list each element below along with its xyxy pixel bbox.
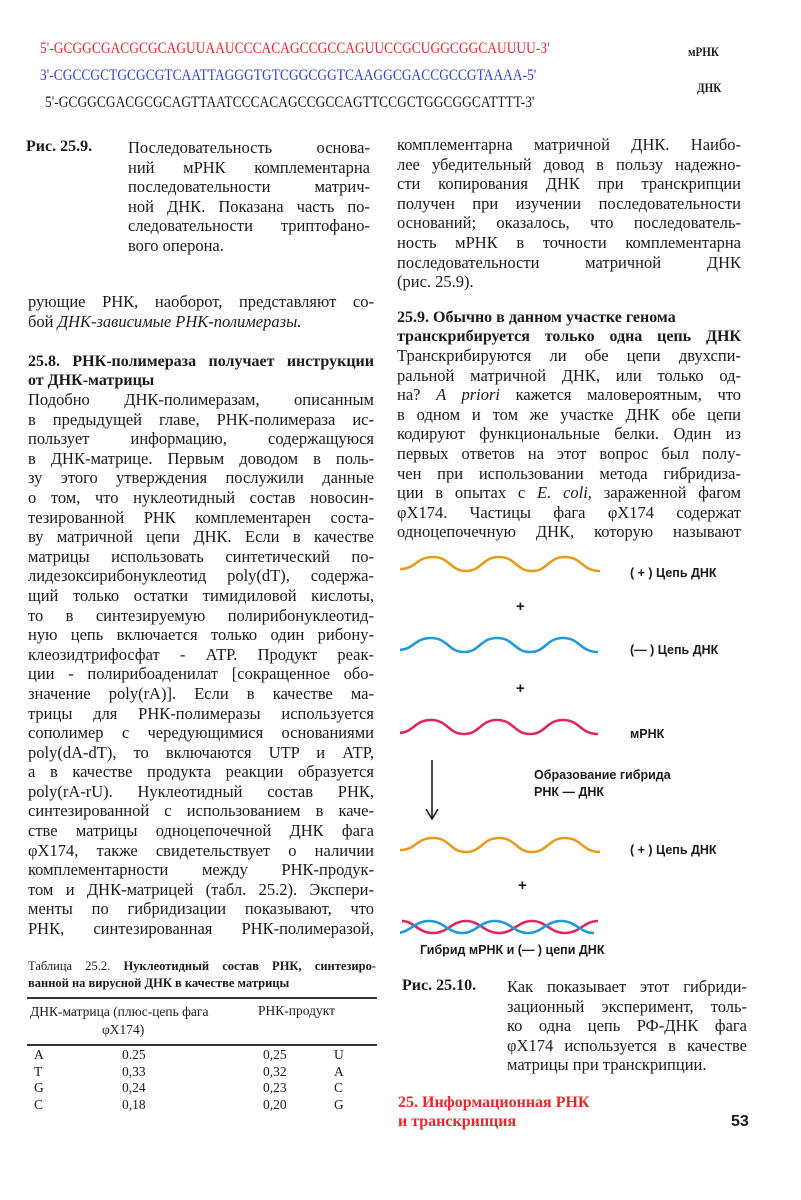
right-top-paragraph: комплементарна матричной ДНК. Наибо- лее убедительный довод в пользу надежно- сти копирования ДНК при транскрипции получен при изучении последовательности оснований; оказалось, что последователь- ность мРНК в точности комплементарна последовательности матричной ДНК (рис. 25.9).	[397, 135, 741, 292]
text-line: рующие РНК, наоборот, представляют со-	[28, 292, 374, 311]
plus-strand-label-2: ( + ) Цепь ДНК	[630, 843, 717, 857]
section-25-9-body: Транскрибируются ли обе цепи двухспи- ральной матричной ДНК, или только од- на? A priori кажется маловероятным, что в одном и том же участке ДНК обе цепи кодируют функциональные белки. Один из первых ответов на этот вопрос был полу- чен при использовании метода гибридиза- ции в опытах с E. coli, зараженной фагом φX174. Частицы фага φX174 содержат одноцепочечную ДНК, которую называют	[397, 346, 741, 542]
italic-term: E. coli,	[537, 483, 592, 503]
text-line: ву матричной цепи ДНК. Если в качестве	[28, 527, 374, 547]
text-line: ную цепь включается только один рибону-	[28, 625, 374, 645]
figure-25-10-label: Рис. 25.10.	[402, 977, 477, 994]
table-cell-dna-base: T	[34, 1063, 43, 1079]
table-cell-dna-base: C	[34, 1096, 44, 1112]
text-line: лидезоксирибонуклеотид poly(dT), содержа-	[28, 566, 374, 586]
table-cell-rna-base: A	[334, 1063, 344, 1079]
table-cell-dna-value: 0,33	[122, 1063, 146, 1079]
text-line: тезированной РНК комплементарен соста-	[28, 507, 374, 527]
table-cell-dna-base: G	[34, 1080, 44, 1095]
running-footer-chapter: 25. Информационная РНК и транскрипция	[398, 1094, 590, 1130]
hybrid-dna-wave	[400, 921, 594, 933]
mrna-wave	[400, 720, 598, 734]
column-header-dna-template: ДНК-матрица (плюс-цепь фага	[30, 1004, 209, 1019]
caption-line: матрицы при транскрипции.	[507, 1055, 707, 1074]
plus-strand-wave	[400, 557, 600, 571]
table-cell-rna-base: G	[334, 1096, 344, 1112]
text-line: пользует информацию, содержащуюся	[28, 429, 374, 449]
dna-coding-sequence: 5'-GCGGCGACGCGCAGTTAATCCCACAGCCGCCAGTTCCGCTGGCGGCATTTT-3'	[45, 94, 535, 111]
text-line: комплементарности между РНК-продук-	[28, 860, 374, 880]
section-25-8-heading: 25.8. РНК-полимераза получает инструкции от ДНК-матрицы	[28, 353, 374, 389]
caption-line: последовательности матрич-	[128, 177, 370, 196]
column-header-dna-template-cont: φX174)	[102, 1022, 145, 1037]
caption-line: Как показывает этот гибриди-	[507, 977, 747, 996]
caption-line: зационный эксперимент, толь-	[507, 996, 747, 1016]
text-line: φX174, также свидетельствует о наличии	[28, 840, 374, 860]
dna-label: ДНК	[697, 80, 722, 95]
text-line: трицы для РНК-полимеразы используется	[28, 703, 374, 723]
caption-line: ко одна цепь РФ-ДНК фага	[507, 1016, 747, 1035]
table-header	[30, 1003, 208, 1039]
hybridization-diagram	[400, 555, 660, 945]
text-line: poly(rA-rU). Нуклеотидный состав РНК,	[28, 781, 374, 801]
table-cell-rna-base: U	[334, 1047, 344, 1062]
hybrid-formation-label: Образование гибрида РНК — ДНК	[534, 768, 671, 799]
figure-25-9-caption	[128, 138, 370, 255]
table-cell-dna-value: 0.25	[122, 1047, 146, 1062]
table-cell-rna-base: C	[334, 1080, 344, 1095]
figure-25-9-label: Рис. 25.9.	[26, 138, 93, 155]
table-cell-rna-value: 0,23	[263, 1080, 287, 1095]
text-line: то в синтезируемую полирибонуклеотид-	[28, 605, 374, 625]
minus-strand-label: (— ) Цепь ДНК	[630, 643, 719, 657]
text-line: Подобно ДНК-полимеразам, описанным	[28, 390, 374, 409]
text-line: значение poly(rA)]. Если в качестве ма-	[28, 683, 374, 703]
section-25-8-body	[28, 390, 374, 939]
caption-line: ной ДНК. Показана часть по-	[128, 196, 370, 216]
italic-term: A priori	[436, 385, 500, 405]
table-cell-rna-value: 0,20	[263, 1096, 287, 1112]
table-cell-rna-value: 0,25	[263, 1047, 287, 1062]
table-top-rule	[27, 997, 377, 999]
text-line: бой ДНК-зависимые РНК-полимеразы.	[28, 311, 302, 331]
plus-strand-label: ( + ) Цепь ДНК	[630, 566, 717, 580]
italic-term: ДНК-зависимые РНК-полимеразы.	[57, 311, 302, 331]
plus-strand-wave-2	[400, 838, 600, 852]
text-line: а в качестве продукта реакции образуется	[28, 762, 374, 782]
section-25-9-heading: 25.9. Обычно в данном участке генома транскрибируется только одна цепь ДНК	[397, 309, 741, 345]
text-line: в ДНК-матрице. Первым доводом в поль-	[28, 448, 374, 468]
plus-sign: +	[516, 680, 525, 697]
text-line: о том, что нуклеотидный состав новосин-	[28, 487, 374, 507]
text-line: сополимер с чередующимися основаниями	[28, 723, 374, 743]
text-line: синтезированной с использованием в каче-	[28, 801, 374, 821]
table-cell-rna-value: 0,32	[263, 1063, 287, 1079]
column-header-rna-product: РНК-продукт	[258, 1003, 335, 1018]
text-line: клеозидтрифосфат - АТР. Продукт реак-	[28, 644, 374, 664]
page-number: 53	[731, 1113, 749, 1130]
text-line: щий только остатки тимидиловой кислоты,	[28, 585, 374, 605]
caption-line: вого оперона.	[128, 235, 224, 255]
minus-strand-wave	[400, 638, 598, 652]
text-line: в предыдущей главе, РНК-полимераза ис-	[28, 409, 374, 429]
dna-template-sequence: 3'-CGCCGCTGCGCGTCAATTAGGGTGTCGGCGGTCAAGGCGACCGCCGTAAAA-5'	[40, 67, 537, 84]
caption-line: ний мРНК комплементарна	[128, 157, 370, 177]
left-intro-paragraph	[28, 292, 374, 331]
figure-25-10-caption	[507, 977, 747, 1075]
text-line: матрицы использовать синтетический по-	[28, 546, 374, 566]
plus-sign: +	[518, 877, 527, 894]
plus-sign: +	[516, 598, 525, 615]
table-cell-dna-value: 0,18	[122, 1096, 146, 1112]
mrna-strand-label: мРНК	[630, 727, 665, 741]
text-line: ции - полирибоаденилат [сокращенное обо-	[28, 664, 374, 684]
text-line: poly(dA-dT), то включаются UTP и АТР,	[28, 742, 374, 762]
caption-line: следовательности триптофано-	[128, 216, 370, 235]
text-line: менты по гибридизации показывают, что	[28, 899, 374, 919]
text-line: том и ДНК-матрицей (табл. 25.2). Экспери-	[28, 879, 374, 899]
caption-line: Последовательность основа-	[128, 138, 370, 157]
mrna-sequence: 5'-GCGGCGACGCGCAGUUAAUCCCACAGCCGCCAGUUCCGCUGGCGGCAUUUU-3'	[40, 40, 550, 57]
table-25-2-caption: Таблица 25.2. Нуклеотидный состав РНК, синтезиро- ванной на вирусной ДНК в качестве матрицы	[28, 959, 377, 990]
table-cell-dna-base: A	[34, 1047, 44, 1062]
table-cell-dna-value: 0,24	[122, 1080, 146, 1095]
hybrid-label: Гибрид мРНК и (— ) цепи ДНК	[420, 943, 605, 957]
text-line: РНК, синтезированная РНК-полимеразой,	[28, 919, 374, 939]
mrna-label: мРНК	[688, 44, 719, 59]
text-line: зу этого утверждения послужили данные	[28, 468, 374, 488]
text-line: стве матрицы одноцепочечной ДНК фага	[28, 821, 374, 841]
table-header-rule	[27, 1044, 377, 1046]
caption-line: φX174 используется в качестве	[507, 1035, 747, 1055]
